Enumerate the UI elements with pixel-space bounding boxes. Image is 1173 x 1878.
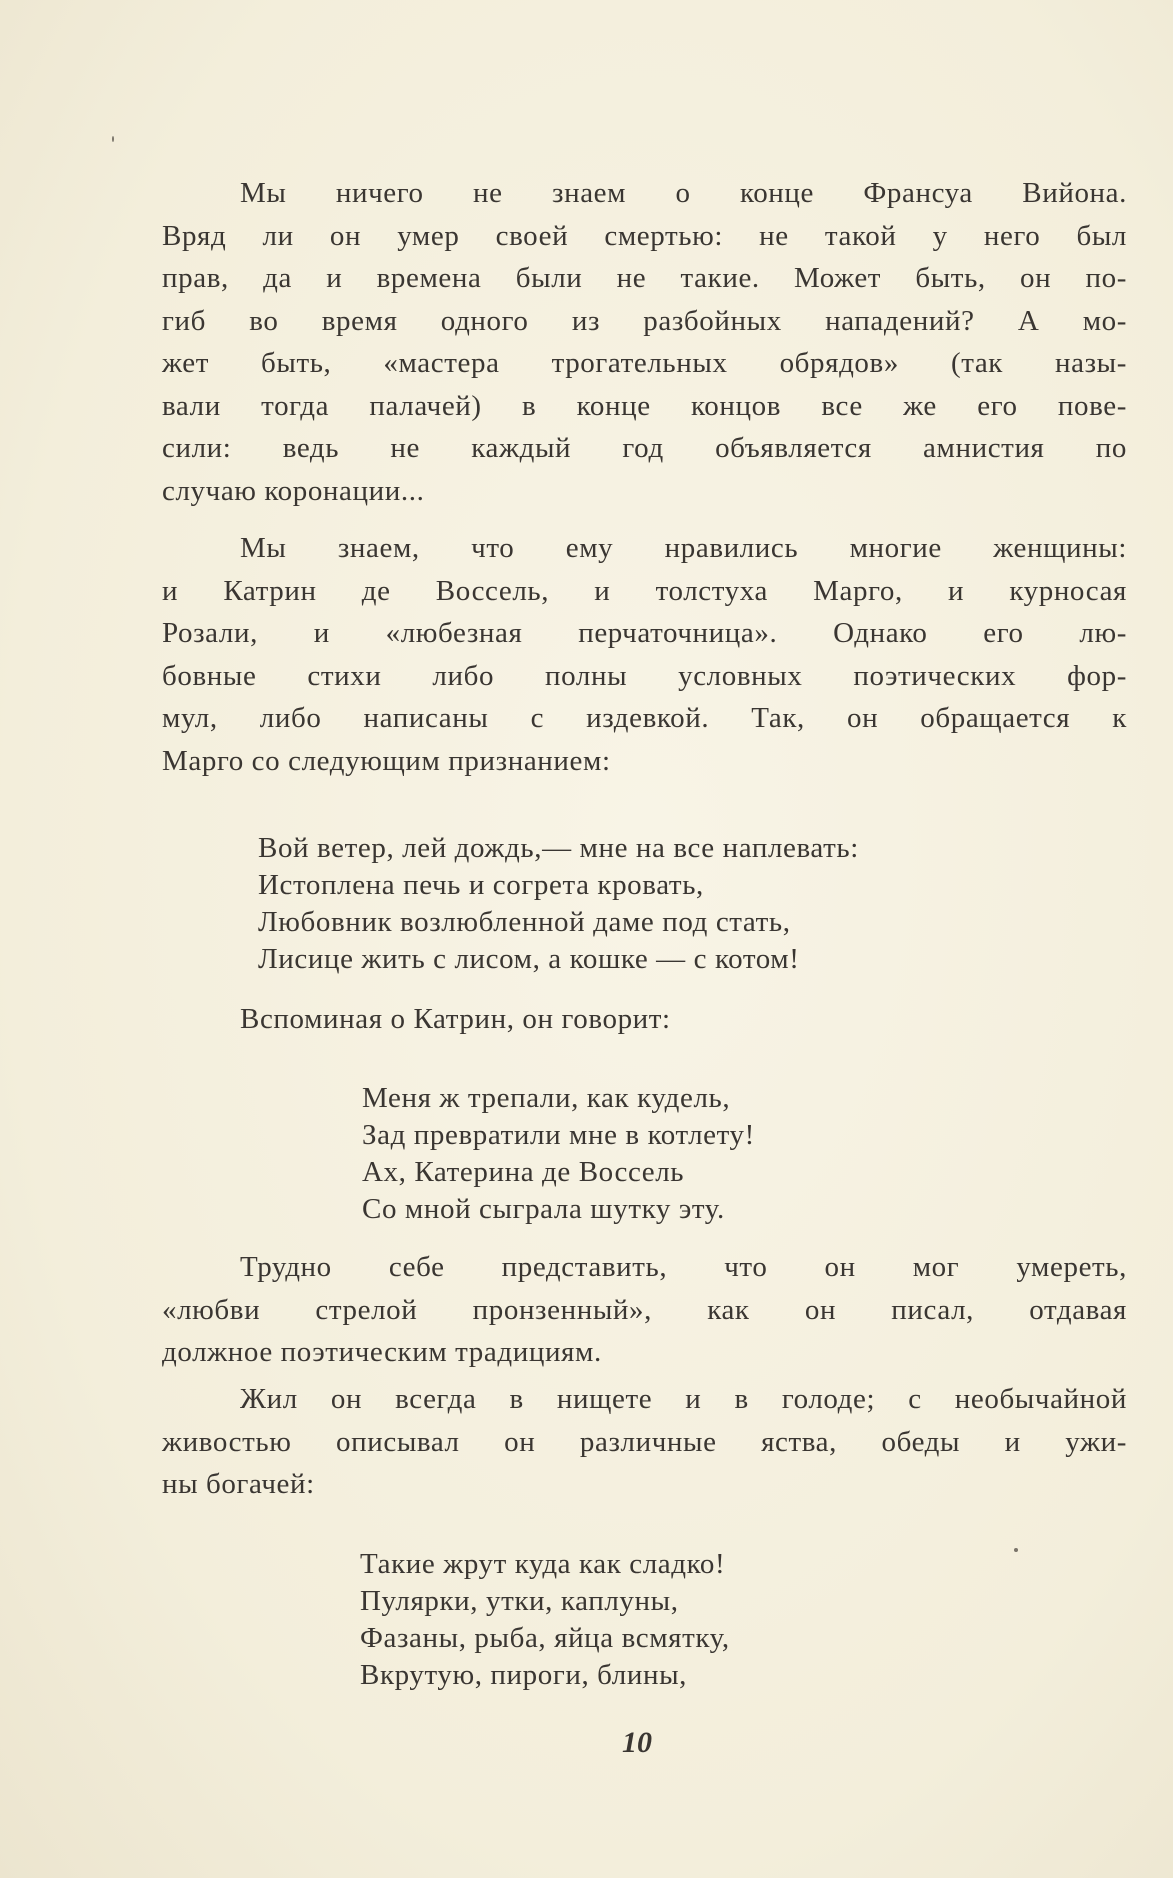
verse-line: Истоплена печь и согрета кровать,: [258, 869, 704, 901]
text-line: Розали, и «любезная перчаточница». Однако его лю-: [162, 617, 1127, 649]
text-line: живостью описывал он различные яства, обеды и ужи-: [162, 1425, 1127, 1458]
text-line: Мы знаем, что ему нравились многие женщины:: [240, 532, 1127, 564]
text-line: мул, либо написаны с издевкой. Так, он обращается к: [162, 702, 1127, 734]
text-line: бовные стихи либо полны условных поэтических фор-: [162, 659, 1127, 692]
text-line: Вряд ли он умер своей смертью: не такой у него был: [162, 219, 1127, 252]
verse-intro: Вспоминая о Катрин, он говорит:: [240, 1003, 671, 1035]
text-line: гиб во время одного из разбойных нападений? А мо-: [162, 304, 1127, 337]
text-line: и Катрин де Воссель, и толстуха Марго, и курносая: [162, 574, 1127, 607]
verse-line: Со мной сыграла шутку эту.: [362, 1193, 725, 1225]
text-line: вали тогда палачей) в конце концов все же его пове-: [162, 389, 1127, 422]
page-number: 10: [622, 1726, 652, 1759]
verse-line: Вкрутую, пироги, блины,: [360, 1659, 688, 1691]
text-line: жет быть, «мастера трогательных обрядов» (так назы-: [162, 347, 1127, 379]
verse-line: Вой ветер, лей дождь,— мне на все наплевать:: [258, 832, 859, 864]
text-line: сили: ведь не каждый год объявляется амнистия по: [162, 432, 1127, 464]
text-line: Марго со следующим признанием:: [162, 744, 611, 777]
paragraph-3: [162, 1246, 1127, 1374]
paper-speck: [112, 136, 114, 142]
text-line: должное поэтическим традициям.: [162, 1336, 602, 1368]
verse-stanza-1: [258, 830, 859, 978]
verse-line: Пулярки, утки, каплуны,: [360, 1585, 679, 1617]
text-line: случаю коронации...: [162, 474, 425, 507]
verse-line: Фазаны, рыба, яйца всмятку,: [360, 1622, 730, 1654]
verse-line: Зад превратили мне в котлету!: [362, 1119, 755, 1151]
text-line: «любви стрелой пронзенный», как он писал, отдавая: [162, 1293, 1127, 1326]
text-line: Мы ничего не знаем о конце Франсуа Вийона.: [240, 177, 1127, 209]
paper-speck: [1014, 1548, 1018, 1552]
verse-line: Меня ж трепали, как кудель,: [362, 1082, 731, 1114]
text-line: Жил он всегда в нищете и в голоде; с необычайной: [240, 1383, 1127, 1415]
paragraph-2: [162, 527, 1127, 782]
verse-line: Лисице жить с лисом, а кошке — с котом!: [258, 943, 800, 975]
verse-line: Ах, Катерина де Воссель: [362, 1156, 685, 1188]
verse-line: Такие жрут куда как сладко!: [360, 1548, 726, 1580]
text-line: Трудно себе представить, что он мог умереть,: [240, 1251, 1127, 1283]
verse-stanza-2: [362, 1080, 755, 1228]
verse-line: Любовник возлюбленной даме под стать,: [258, 906, 791, 938]
text-line: ны богачей:: [162, 1468, 315, 1500]
text-line: прав, да и времена были не такие. Может быть, он по-: [162, 262, 1127, 294]
paragraph-1: [162, 172, 1127, 512]
verse-stanza-3: [360, 1546, 730, 1694]
paragraph-4: [162, 1378, 1127, 1506]
